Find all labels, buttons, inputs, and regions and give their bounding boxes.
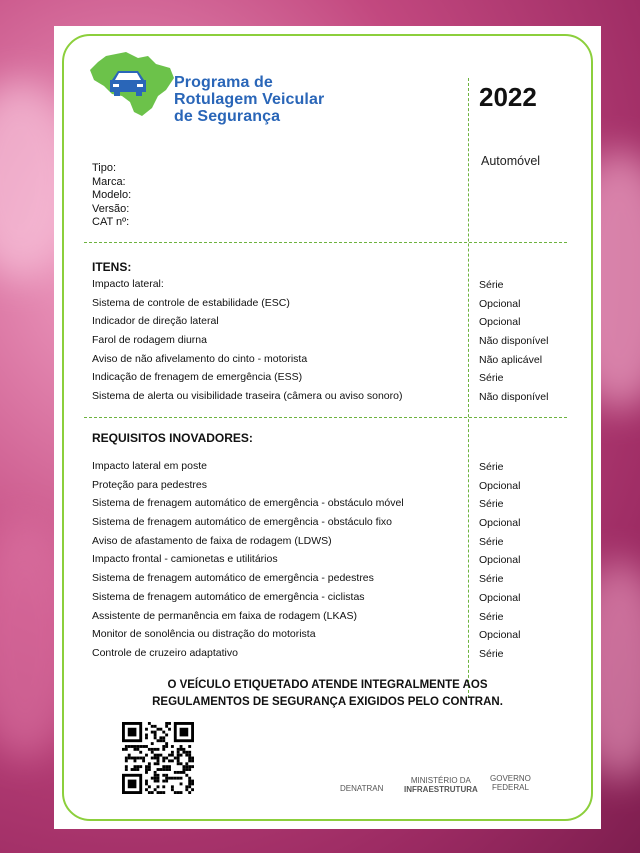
field-label: CAT nº: bbox=[92, 216, 130, 228]
requisitos-row-value: Série bbox=[479, 573, 504, 586]
requisitos-row-label: Sistema de frenagem automático de emergência - obstáculo móvel bbox=[92, 497, 404, 510]
requisitos-row-value: Opcional bbox=[479, 554, 521, 567]
program-title bbox=[174, 74, 324, 125]
notice-line: O VEÍCULO ETIQUETADO ATENDE INTEGRALMENTE AOS bbox=[167, 679, 488, 691]
ministerio-logo bbox=[404, 776, 478, 794]
itens-row bbox=[92, 313, 575, 332]
itens-row-label: Indicação de frenagem de emergência (ESS) bbox=[92, 371, 303, 384]
itens-row-value: Série bbox=[479, 279, 504, 291]
program-title-line: Rotulagem Veicular bbox=[174, 91, 325, 108]
itens-row-value: Opcional bbox=[479, 297, 521, 310]
denatran-logo: DENATRAN bbox=[340, 784, 384, 793]
itens-row-value: Não disponível bbox=[479, 335, 549, 348]
itens-row-label: Sistema de controle de estabilidade (ESC) bbox=[92, 296, 290, 309]
requisitos-row-label: Sistema de frenagem automático de emergência - ciclistas bbox=[92, 590, 365, 603]
field-label: Modelo: bbox=[92, 189, 132, 201]
requisitos-row-value: Série bbox=[479, 610, 504, 623]
field-label: Marca: bbox=[92, 175, 126, 188]
itens-list bbox=[92, 276, 575, 407]
requisitos-row-label: Controle de cruzeiro adaptativo bbox=[92, 646, 238, 659]
requisitos-row bbox=[92, 608, 575, 627]
itens-row-label: Aviso de não afivelamento do cinto - motorista bbox=[92, 352, 308, 365]
requisitos-list bbox=[92, 458, 575, 664]
vehicle-fields bbox=[92, 162, 131, 230]
program-title-line: Programa de bbox=[174, 74, 273, 91]
governo-logo bbox=[490, 774, 531, 792]
requisitos-row-value: Opcional bbox=[479, 591, 521, 604]
requisitos-row bbox=[92, 589, 575, 608]
field-label: Versão: bbox=[92, 202, 130, 215]
itens-row-label: Sistema de alerta ou visibilidade traseira (câmera ou aviso sonoro) bbox=[92, 390, 403, 403]
itens-row-value: Opcional bbox=[479, 316, 521, 329]
requisitos-row-value: Série bbox=[479, 461, 504, 473]
requisitos-row-label: Aviso de afastamento de faixa de rodagem (LDWS) bbox=[92, 534, 332, 547]
safety-label-card bbox=[54, 26, 601, 829]
itens-row-label: Impacto lateral: bbox=[92, 278, 164, 290]
requisitos-row bbox=[92, 551, 575, 570]
requisitos-row-label: Monitor de sonolência ou distração do motorista bbox=[92, 628, 316, 641]
itens-row bbox=[92, 351, 575, 370]
requisitos-row-value: Opcional bbox=[479, 629, 521, 642]
requisitos-row-label: Sistema de frenagem automático de emergência - obstáculo fixo bbox=[92, 516, 392, 529]
requisitos-row-label: Proteção para pedestres bbox=[92, 478, 207, 491]
section-divider bbox=[84, 417, 567, 418]
itens-row bbox=[92, 388, 575, 407]
section-divider bbox=[84, 242, 567, 243]
requisitos-row bbox=[92, 514, 575, 533]
governo-line: GOVERNO bbox=[490, 774, 531, 783]
requisitos-row bbox=[92, 458, 575, 477]
field-label: Tipo: bbox=[92, 162, 117, 174]
requisitos-row-label: Assistente de permanência em faixa de rodagem (LKAS) bbox=[92, 609, 357, 622]
governo-line: FEDERAL bbox=[492, 783, 529, 792]
qr-code[interactable] bbox=[122, 722, 194, 794]
itens-row-value: Série bbox=[479, 372, 504, 385]
vehicle-type: Automóvel bbox=[481, 154, 541, 168]
requisitos-row bbox=[92, 570, 575, 589]
itens-row-value: Não disponível bbox=[479, 391, 549, 404]
contran-notice bbox=[54, 677, 601, 711]
requisitos-row bbox=[92, 645, 575, 664]
requisitos-row-value: Série bbox=[479, 498, 504, 511]
itens-row-label: Farol de rodagem diurna bbox=[92, 334, 207, 347]
requisitos-row-label: Impacto lateral em poste bbox=[92, 460, 207, 472]
requisitos-row-value: Opcional bbox=[479, 479, 521, 492]
itens-row bbox=[92, 276, 575, 295]
ministerio-line: MINISTÉRIO DA bbox=[410, 776, 471, 785]
requisitos-row-value: Opcional bbox=[479, 517, 521, 530]
brazil-map-car-icon bbox=[86, 50, 176, 120]
itens-row bbox=[92, 332, 575, 351]
itens-row-label: Indicador de direção lateral bbox=[92, 315, 219, 328]
requisitos-row bbox=[92, 626, 575, 645]
requisitos-row-value: Série bbox=[479, 535, 504, 548]
requisitos-row bbox=[92, 477, 575, 496]
requisitos-row-label: Impacto frontal - camionetas e utilitários bbox=[92, 553, 278, 566]
itens-row bbox=[92, 369, 575, 388]
notice-line: REGULAMENTOS DE SEGURANÇA EXIGIDOS PELO CONTRAN. bbox=[152, 696, 503, 708]
itens-heading: ITENS: bbox=[92, 260, 132, 274]
requisitos-row-value: Série bbox=[479, 647, 504, 660]
label-year: 2022 bbox=[479, 82, 537, 112]
requisitos-heading: REQUISITOS INOVADORES: bbox=[92, 431, 253, 445]
requisitos-row bbox=[92, 495, 575, 514]
ministerio-line: INFRAESTRUTURA bbox=[404, 785, 478, 794]
itens-row bbox=[92, 295, 575, 314]
itens-row-value: Não aplicável bbox=[479, 353, 543, 366]
program-title-line: de Segurança bbox=[174, 108, 281, 125]
requisitos-row bbox=[92, 533, 575, 552]
requisitos-row-label: Sistema de frenagem automático de emergência - pedestres bbox=[92, 572, 374, 585]
